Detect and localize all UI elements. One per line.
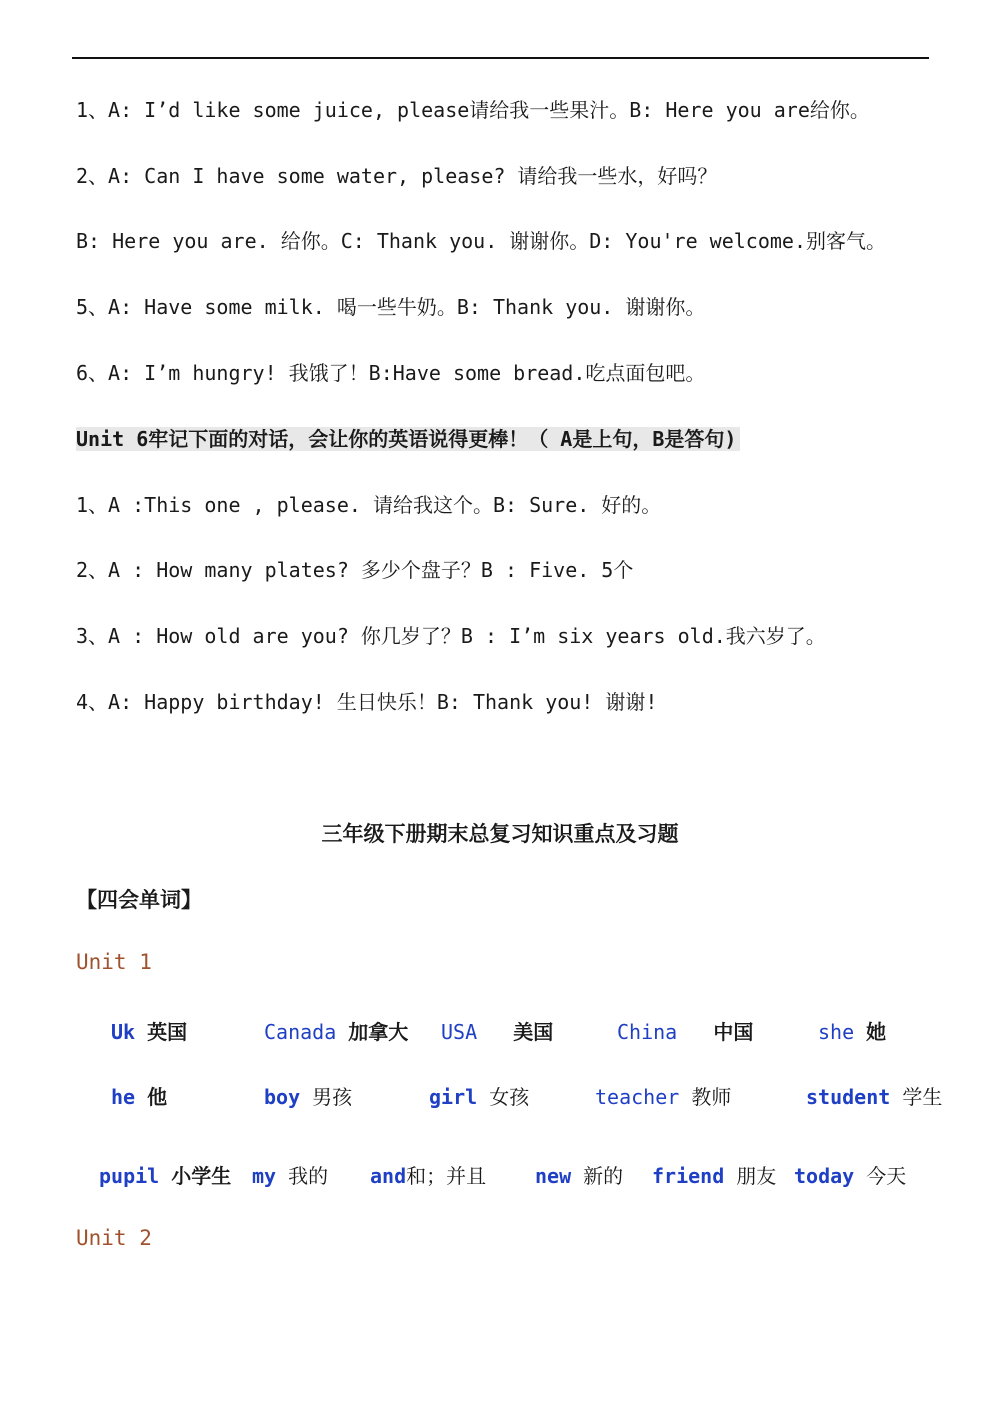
vocab-chinese: 今天 bbox=[866, 1164, 907, 1188]
vocab-item bbox=[99, 1160, 231, 1189]
vocab-english: USA bbox=[441, 1020, 478, 1044]
vocab-chinese: 朋友 bbox=[736, 1164, 777, 1188]
dialogue-line: 2、A: Can I have some water, please? 请给我一些水，好吗？ bbox=[76, 164, 718, 188]
vocab-english: she bbox=[818, 1020, 855, 1044]
unit2-label: Unit 2 bbox=[76, 1226, 152, 1250]
vocab-english: pupil bbox=[99, 1164, 160, 1188]
vocab-item bbox=[370, 1160, 486, 1189]
vocab-chinese: 我的 bbox=[288, 1164, 329, 1188]
vocab-english: student bbox=[806, 1085, 891, 1109]
vocab-chinese: 美国 bbox=[513, 1020, 554, 1044]
vocab-chinese: 中国 bbox=[713, 1020, 754, 1044]
dialogue-line: 5、A: Have some milk. 喝一些牛奶。B: Thank you. 谢谢你。 bbox=[76, 295, 706, 319]
vocab-english: my bbox=[252, 1164, 277, 1188]
vocab-item bbox=[111, 1081, 167, 1110]
vocab-english: today bbox=[794, 1164, 855, 1188]
vocab-item bbox=[652, 1160, 776, 1189]
vocab-item bbox=[818, 1016, 886, 1045]
vocab-chinese: 小学生 bbox=[171, 1164, 232, 1188]
vocab-item bbox=[794, 1160, 906, 1189]
vocab-item bbox=[264, 1016, 408, 1045]
dialogue-line: B: Here you are. 给你。C: Thank you. 谢谢你。D: You're welcome.别客气。 bbox=[76, 229, 887, 253]
vocab-item bbox=[111, 1016, 187, 1045]
vocab-english: Uk bbox=[111, 1020, 136, 1044]
vocab-english: friend bbox=[652, 1164, 725, 1188]
dialogue-line: 2、A : How many plates? 多少个盘子？B : Five. 5个 bbox=[76, 558, 634, 582]
vocab-chinese: 女孩 bbox=[489, 1085, 530, 1109]
unit1-label: Unit 1 bbox=[76, 950, 152, 974]
vocab-item bbox=[535, 1160, 623, 1189]
vocab-item bbox=[252, 1160, 328, 1189]
dialogue-line: 4、A: Happy birthday! 生日快乐！B: Thank you! 谢谢! bbox=[76, 690, 658, 714]
vocab-chinese: 他 bbox=[147, 1085, 168, 1109]
vocab-chinese: 英国 bbox=[147, 1020, 188, 1044]
vocab-english: Canada bbox=[264, 1020, 337, 1044]
vocab-chinese: 和；并且 bbox=[406, 1164, 487, 1188]
section-label: 【四会单词】 bbox=[76, 888, 202, 912]
dialogue-line: 1、A: I’d like some juice, please请给我一些果汁。B: Here you are给你。 bbox=[76, 98, 870, 122]
vocab-item bbox=[595, 1081, 731, 1110]
vocab-english: China bbox=[617, 1020, 678, 1044]
vocab-chinese: 新的 bbox=[583, 1164, 624, 1188]
top-rule bbox=[72, 57, 929, 59]
vocab-item bbox=[264, 1081, 352, 1110]
dialogue-line: 1、A :This one , please. 请给我这个。B: Sure. 好的。 bbox=[76, 493, 662, 517]
vocab-english: teacher bbox=[595, 1085, 680, 1109]
vocab-chinese: 学生 bbox=[902, 1085, 943, 1109]
review-title: 三年级下册期末总复习知识重点及习题 bbox=[321, 822, 679, 846]
vocab-item bbox=[806, 1081, 942, 1110]
vocab-chinese: 加拿大 bbox=[348, 1020, 409, 1044]
vocab-english: girl bbox=[429, 1085, 478, 1109]
vocab-english: and bbox=[370, 1164, 407, 1188]
dialogue-line: 3、A : How old are you? 你几岁了？B : I’m six years old.我六岁了。 bbox=[76, 624, 826, 648]
vocab-item bbox=[429, 1081, 529, 1110]
vocab-english: boy bbox=[264, 1085, 301, 1109]
unit6-heading-row bbox=[76, 423, 740, 452]
vocab-item bbox=[617, 1016, 753, 1045]
unit6-heading: Unit 6牢记下面的对话，会让你的英语说得更棒！（ A是上句，B是答句) bbox=[76, 427, 740, 451]
vocab-item bbox=[441, 1016, 553, 1045]
vocab-english: new bbox=[535, 1164, 572, 1188]
vocab-chinese: 男孩 bbox=[312, 1085, 353, 1109]
vocab-chinese: 教师 bbox=[691, 1085, 732, 1109]
vocab-chinese: 她 bbox=[866, 1020, 887, 1044]
dialogue-line: 6、A: I’m hungry! 我饿了！B:Have some bread.吃点面包吧。 bbox=[76, 361, 706, 385]
vocab-english: he bbox=[111, 1085, 136, 1109]
